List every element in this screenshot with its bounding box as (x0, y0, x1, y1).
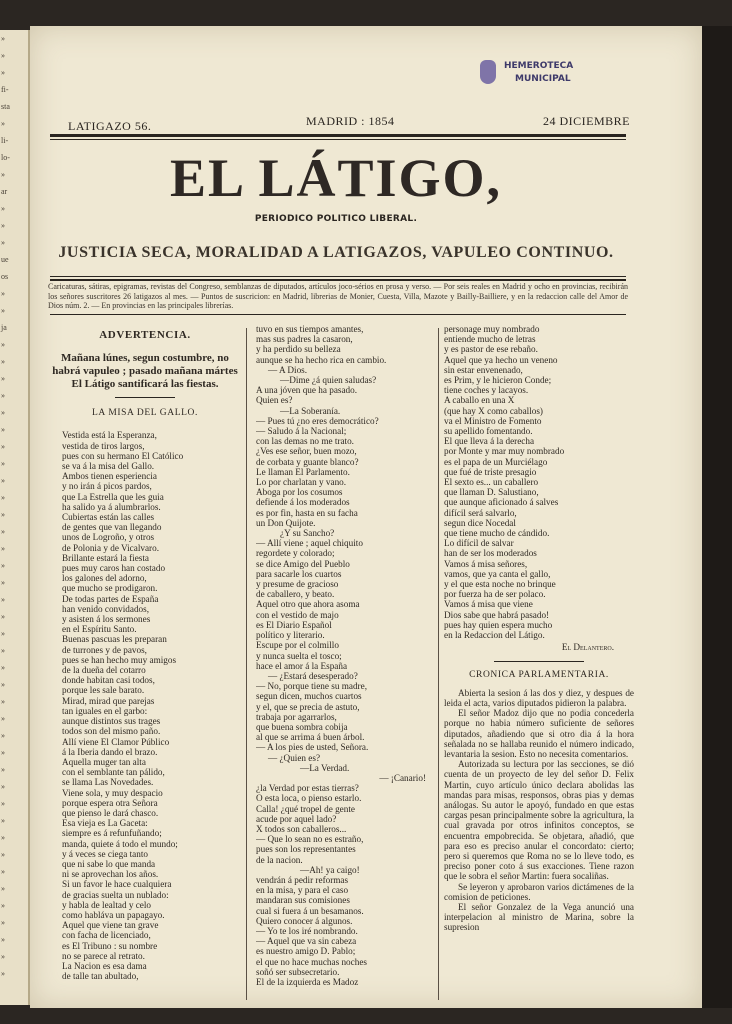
text-line: que aunque aficionado á salves (444, 497, 559, 508)
text-line: es El Diario Español (256, 619, 332, 630)
top-rule-thin (50, 139, 626, 140)
text-line: — Allí viene ; aquel chiquito (256, 538, 363, 549)
left-page-fragment: » (1, 578, 5, 587)
left-page-fragment: ja (1, 323, 7, 332)
left-page-fragment: » (1, 680, 5, 689)
subscription-notice: Caricaturas, sátiras, epigramas, revistas del Congreso, semblanzas de diputados, artículos joco-sérios en prosa y verso. — Por seis reales en Madrid y ocho en provincias, recibirán los señores suscritores 26 latigazos al mes. — Puntos de suscricion: en Madrid, librerias de Monier, Cuesta, Villa, Mazote y Bailly-Bailliere, y en la redaccion calle del Amor de Dios núm. 2. — En provincias en las principales librerías. (48, 282, 628, 310)
text-line: vamos, que ya canta el gallo, (444, 568, 551, 579)
chronicle-paragraph: El señor Madoz dijo que no podia concederla porque no habia número suficiente de señores diputados, añadiendo que si otro dia á la hora señalada no se hallaba reunido el número indicado, levantaria la sesion. Esto no necesita comentarios. (444, 708, 634, 759)
text-line: que pienso le dará chasco. (62, 807, 159, 818)
left-page-fragment: » (1, 306, 5, 315)
text-line: Calla! ¿qué tropel de gente (256, 803, 355, 814)
left-page-fragment: » (1, 799, 5, 808)
left-page-fragment: » (1, 170, 5, 179)
left-page-fragment: os (1, 272, 9, 281)
text-line: en el Espíritu Santo. (62, 624, 137, 635)
text-line: han de ser los moderados (444, 548, 537, 559)
left-page-fragment: » (1, 884, 5, 893)
poem-lines-end (444, 324, 634, 640)
left-page-fragment: » (1, 782, 5, 791)
stamp-line-1: HEMEROTECA (504, 61, 574, 71)
left-page-fragment: » (1, 714, 5, 723)
text-line: unos de Logroño, y otros (62, 532, 155, 543)
text-line: — ¡Canario! (379, 772, 426, 783)
left-page-fragment: » (1, 731, 5, 740)
text-line: ¿la Verdad por estas tierras? (256, 783, 359, 794)
text-line: tan iguales en el garbo: (62, 705, 148, 716)
text-line: cual si fuera á un besamanos. (256, 905, 364, 916)
stamp-line-2: MUNICIPAL (515, 74, 571, 84)
text-line: los galones del adorno, (62, 573, 147, 584)
text-line: aunque se ha hecho rica en cambio. (256, 354, 387, 365)
left-page-fragment: » (1, 748, 5, 757)
left-page-fragment: » (1, 442, 5, 451)
left-page-fragment: ue (1, 255, 9, 264)
text-line: mandaran sus comisiones (256, 895, 350, 906)
text-line: por Monte y mar muy nombrado (444, 446, 565, 457)
text-line: Quiero conocer á algunos. (256, 915, 353, 926)
text-line: por fuerza ha de ser polaco. (444, 589, 546, 600)
text-line: de turrones y de pavos, (62, 644, 147, 655)
chronicle-paragraph: Se leyeron y aprobaron varios dictámenes de la comision de peticiones. (444, 881, 634, 902)
text-line: entiende mucho de letras (444, 334, 536, 345)
left-page-fragment: » (1, 969, 5, 978)
text-line: de corbata y guante blanco? (256, 456, 359, 467)
left-page-fragment: » (1, 918, 5, 927)
column-1 (50, 324, 240, 981)
left-page-fragment: » (1, 357, 5, 366)
left-page-fragment: » (1, 510, 5, 519)
poem-title: LA MISA DEL GALLO. (92, 408, 198, 419)
text-line: y el que esta noche no brinque (444, 579, 556, 590)
text-line: El que lleva á la derecha (444, 436, 535, 447)
issue-number: LATIGAZO 56. (68, 119, 152, 133)
column-3 (444, 324, 634, 933)
text-line: han venido convidados, (62, 603, 150, 614)
text-line: que fué de triste presagio (444, 466, 537, 477)
left-page-fragment: sta (1, 102, 10, 111)
left-page-fragment: » (1, 935, 5, 944)
issue-date: 24 DICIEMBRE (543, 114, 630, 128)
text-line: de gracias suelta un nublado: (62, 889, 169, 900)
text-line: — Pues tú ¿no eres democrático? (256, 415, 379, 426)
text-line: Mirad, mirad que parejas (62, 695, 155, 706)
text-line: es por fin, hasta en su facha (256, 507, 358, 518)
left-page-fragment: » (1, 697, 5, 706)
left-page-fragment: » (1, 391, 5, 400)
section-rule (494, 661, 584, 662)
text-line: Vamos á misa que viene (444, 599, 533, 610)
text-line: ¿Y su Sancho? (280, 528, 335, 539)
text-line: y presume de gracioso (256, 579, 339, 590)
library-stamp (480, 60, 590, 90)
chronicle-paragraph: Abierta la sesion á las dos y diez, y despues de leida el acta, varios diputados pidieron la palabra. (444, 687, 634, 708)
left-page-fragment: » (1, 561, 5, 570)
text-line: en la misa, y para el caso (256, 885, 349, 896)
text-line: pues se han hecho muy amigos (62, 654, 177, 665)
place-year: MADRID : 1854 (306, 114, 395, 128)
text-line: político y literario. (256, 630, 325, 641)
text-line: Aquel que ya hecho un veneno (444, 354, 558, 365)
text-line: — Saludo á la Nacional; (256, 426, 347, 437)
text-line: tuvo en sus tiempos amantes, (256, 324, 364, 334)
motto-rule-thin (50, 276, 626, 277)
column-2 (256, 324, 436, 987)
text-line: pues hay quien espera mucho (444, 619, 553, 630)
crest-icon (480, 60, 496, 84)
text-line: con el semblante tan pálido, (62, 767, 165, 778)
text-line: y ha perdido su belleza (256, 344, 341, 355)
left-page-fragment: » (1, 425, 5, 434)
text-line: Si un favor le hace cualquiera (62, 879, 172, 890)
left-page-fragment: » (1, 493, 5, 502)
poem-lines-continued (256, 324, 436, 987)
motto-rule (50, 279, 626, 281)
left-page-fragment: » (1, 221, 5, 230)
chronicle-paragraph: Autorizada su lectura por las secciones, se dió cuenta de un proyecto de ley del señor D. Felix Martin, cuyo artículo único declara abolidas las mandas para misas, responsos, obras pias y demas análogas. Su autor le apoyó, fundado en que estas cargas pesan principalmente sobre la agricultura, la cual gravada por otros infinitos conceptos, se encuentra empobrecida. Se objetara, añadió, que para eso es preciso anular el concordato: cierto; pero si queremos que Roma no se lo lleve todo, es preciso poner coto á sus exacciones. Tiene razon que le sobra el señor Martin: fuera socaliñas. (444, 759, 634, 882)
text-line: un Don Quijote. (256, 517, 316, 528)
text-line: en la Redaccion del Látigo. (444, 630, 545, 641)
text-line: De todas partes de España (62, 593, 159, 604)
text-line: pues con su hermano El Católico (62, 450, 184, 461)
text-line: como habláva un papagayo. (62, 909, 165, 920)
text-line: —Ah! ya caigo! (300, 864, 360, 875)
top-rule (50, 134, 626, 137)
text-line: que mucho se prodigaron. (62, 583, 158, 594)
text-line: — A Dios. (268, 364, 308, 375)
text-line: porque les sale barato. (62, 685, 145, 696)
text-line: de la dueña del cotarro (62, 665, 146, 676)
left-page-fragment: » (1, 68, 5, 77)
text-line: soñó ser subsecretario. (256, 966, 340, 977)
poem-signature: El Delantero. (561, 642, 614, 653)
text-line: donde habitan casi todos, (62, 675, 155, 686)
text-line: al que se arrima á buen árbol. (256, 732, 365, 743)
text-line: que La Estrella que les guia (62, 491, 164, 502)
text-line: —La Verdad. (300, 762, 350, 773)
text-line: regordete y colorado; (256, 548, 335, 559)
left-page-fragment: » (1, 119, 5, 128)
left-page-fragment: » (1, 816, 5, 825)
text-line: acude por aquel lado? (256, 813, 337, 824)
text-line: O esta loca, o pienso estarlo. (256, 793, 362, 804)
text-line: pues muy caros han costado (62, 563, 166, 574)
text-line: sin estar envenenado, (444, 364, 523, 375)
left-page-fragment: » (1, 595, 5, 604)
text-line: ni se aprovechan los años. (62, 869, 159, 880)
text-line: siempre es á refunfuñando; (62, 828, 162, 839)
text-line: hace el amor á la España (256, 660, 348, 671)
text-line: Buenas pascuas les preparan (62, 634, 167, 645)
text-line: Vamos á misa señores, (444, 558, 528, 569)
text-line: de caballero, y beato. (256, 589, 335, 600)
left-page-fragment: » (1, 374, 5, 383)
chronicle-title: CRONICA PARLAMENTARIA. (469, 669, 609, 680)
text-line: manda, quiete á todo el mundo; (62, 838, 178, 849)
text-line: el que no hace muchas noches (256, 956, 367, 967)
text-line: y asisten á los sermones (62, 614, 151, 625)
text-line: y no irán á picos pardos, (62, 481, 152, 492)
text-line: de gentes que van llegando (62, 522, 162, 533)
left-page-fragment: » (1, 663, 5, 672)
text-line: y habla de lealtad y celo (62, 899, 152, 910)
text-line: ¿Ves ese señor, buen mozo, (256, 446, 357, 457)
left-page-fragment: lo- (1, 153, 10, 162)
text-line: Cubiertas están las calles (62, 512, 155, 523)
text-line: se llama Las Novedades. (62, 777, 154, 788)
chronicle-body (444, 688, 634, 933)
left-page-fragment: » (1, 204, 5, 213)
advertencia-text: Mañana lúnes, segun costumbre, no habrá vapuleo ; pasado mañana mártes El Látigo santificará las fiestas. (52, 352, 238, 391)
text-line: Lo por charlatan y vano. (256, 477, 347, 488)
text-line: es El Tribuno : su nombre (62, 940, 158, 951)
text-line: (que hay X como caballos) (444, 405, 543, 416)
left-page-fragment: » (1, 544, 5, 553)
text-line: y es pastor de ese rebaño. (444, 344, 538, 355)
left-page-fragment: » (1, 340, 5, 349)
text-line: Lo difícil de salvar (444, 538, 514, 549)
poem-lines (50, 430, 240, 981)
masthead-title: EL LÁTIGO, (169, 148, 503, 208)
text-line: Aquel que viene tan grave (62, 920, 159, 931)
text-line: segun dice Nocedal (444, 517, 516, 528)
text-line: Escupe por el colmillo (256, 640, 339, 651)
text-line: —La Soberanía. (280, 405, 341, 416)
text-line: — ¿Estará desesperado? (268, 670, 358, 681)
text-line: se dice Amigo del Pueblo (256, 558, 350, 569)
text-line: y nunca suelta el tosco; (256, 650, 342, 661)
text-line: A una jóven que ha pasado. (256, 385, 358, 396)
left-page-fragment: ar (1, 187, 8, 196)
left-page-fragment: » (1, 867, 5, 876)
text-line: trabaja por agarrarlos, (256, 711, 337, 722)
notice-rule (50, 314, 626, 315)
text-line: Ambos tienen esperiencia (62, 471, 157, 482)
text-line: para sacarle los cuartos (256, 568, 342, 579)
text-line: El sexto es... un caballero (444, 477, 539, 488)
left-page-fragment: » (1, 850, 5, 859)
section-rule (115, 397, 175, 398)
text-line: á la Iberia dando el brazo. (62, 746, 158, 757)
text-line: con las demas no me trato. (256, 436, 354, 447)
dateline (68, 114, 630, 133)
text-line: es Prim, y le hicieron Conde; (444, 375, 552, 386)
chronicle-paragraph: El señor Gonzalez de la Vega anunció una interpelacion al ministro de Marina, sobre la supresion (444, 901, 634, 933)
text-line: no se parece al retrato. (62, 950, 145, 961)
text-line: Aquella muger tan alta (62, 756, 146, 767)
text-line: —Dime ¿á quien saludas? (280, 375, 377, 386)
text-line: Dios sabe que habrá pasado! (444, 609, 550, 620)
text-line: de Polonia y de Vicalvaro. (62, 542, 159, 553)
left-page-fragment: » (1, 408, 5, 417)
left-page-fragment: » (1, 765, 5, 774)
text-line: — Aquel que va sin cabeza (256, 936, 357, 947)
column-separator (438, 328, 439, 1000)
text-line: con el vestido de majo (256, 609, 339, 620)
text-line: y á veces se ciega tanto (62, 848, 148, 859)
text-line: se va á la misa del Gallo. (62, 461, 155, 472)
left-page-fragment: » (1, 459, 5, 468)
text-line: tiene coches y lacayos. (444, 385, 529, 396)
masthead-subtitle: PERIODICO POLITICO LIBERAL. (254, 214, 418, 224)
left-page-fragment: » (1, 629, 5, 638)
left-page-fragment: » (1, 646, 5, 655)
text-line: defiende á los moderados (256, 497, 350, 508)
masthead-motto: JUSTICIA SECA, MORALIDAD A LATIGAZOS, VAPULEO CONTINUO. (58, 244, 614, 261)
left-page-fragment: fi- (1, 85, 9, 94)
left-page-fragment: » (1, 289, 5, 298)
text-line: — Que lo sean no es estraño, (256, 834, 364, 845)
text-line: Quien es? (256, 395, 293, 406)
newspaper-page (30, 26, 702, 1008)
text-line: — ¿Quien es? (268, 752, 321, 763)
text-line: difícil será salvarlo, (444, 507, 517, 518)
text-line: Vestida está la Esperanza, (62, 430, 157, 441)
text-line: con facha de licenciado, (62, 930, 151, 941)
text-line: vendrán á pedir reformas (256, 874, 349, 885)
left-page-edge (0, 30, 30, 1005)
text-line: Le llaman El Parlamento. (256, 466, 350, 477)
text-line: Allí viene El Clamor Público (62, 736, 170, 747)
text-line: todos son del mismo paño. (62, 726, 161, 737)
text-line: pues son los representantes (256, 844, 356, 855)
text-line: porque espera otra Señora (62, 797, 158, 808)
left-page-fragment: » (1, 901, 5, 910)
text-line: El de la izquierda es Madoz (256, 977, 359, 987)
text-line: que tiene mucho de cándido. (444, 528, 550, 539)
text-line: mas sus padres la casaron, (256, 334, 353, 345)
text-line: — No, porque tiene su madre, (256, 681, 367, 692)
scan-border (702, 26, 732, 1008)
left-page-fragment: » (1, 51, 5, 60)
left-page-fragment: » (1, 34, 5, 43)
text-line: es el papa de un Murciélago (444, 456, 548, 467)
text-line: que llaman D. Salustiano, (444, 487, 539, 498)
text-line: y el, que se precia de astuto, (256, 701, 360, 712)
text-line: Viene sola, y muy despacio (62, 787, 163, 798)
text-line: de talle tan abultado, (62, 971, 139, 982)
text-line: de la nacion. (256, 854, 303, 865)
advertencia-heading: ADVERTENCIA. (99, 329, 191, 341)
text-line: personage muy nombrado (444, 324, 540, 334)
text-line: su apellido fomentando. (444, 426, 533, 437)
text-line: Aquel otro que ahora asoma (256, 599, 360, 610)
text-line: ha salido ya á alumbrarlos. (62, 501, 161, 512)
text-line: aunque distintos sus trages (62, 716, 161, 727)
text-line: Aboga por los cosumos (256, 487, 343, 498)
text-line: La Nacion es esa dama (62, 960, 147, 971)
text-line: vestida de tiros largos, (62, 440, 145, 451)
text-line: Brillante estará la fiesta (62, 552, 149, 563)
left-page-fragment: » (1, 952, 5, 961)
left-page-fragment: » (1, 833, 5, 842)
left-page-fragment: » (1, 527, 5, 536)
left-page-fragment: » (1, 476, 5, 485)
text-line: Esa vieja es La Gaceta: (62, 818, 148, 829)
left-page-fragment: » (1, 612, 5, 621)
text-line: X todos son caballeros... (256, 823, 347, 834)
text-line: que buena sombra cobija (256, 721, 348, 732)
text-line: segun dicen, muchos cuartos (256, 691, 362, 702)
text-line: que ni sabe lo que manda (62, 858, 156, 869)
left-page-fragment: » (1, 238, 5, 247)
text-line: va el Ministro de Fomento (444, 415, 542, 426)
text-line: es nuestro amigo D. Pablo; (256, 946, 356, 957)
text-line: A caballo en una X (444, 395, 515, 406)
left-page-fragment: li- (1, 136, 9, 145)
column-separator (246, 328, 247, 1000)
text-line: — Yo te los iré nombrando. (256, 925, 358, 936)
text-line: — A los pies de usted, Señora. (256, 742, 369, 753)
